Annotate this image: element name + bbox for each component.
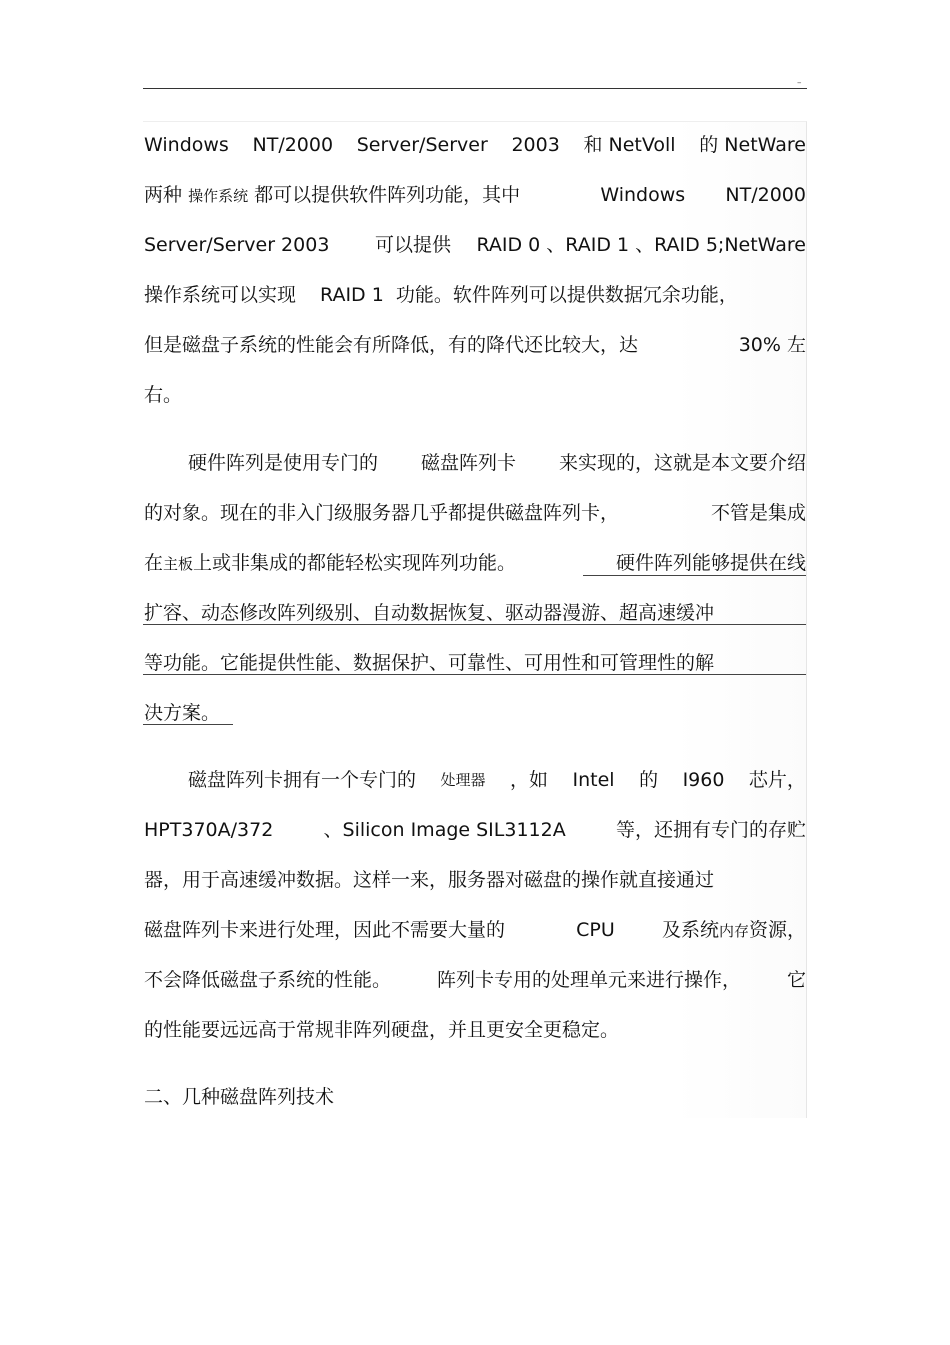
p2-line6 (144, 699, 806, 727)
section-heading-text: 二、几种磁盘阵列技术 (144, 1086, 335, 1108)
text-segment: RAID 1 (320, 284, 384, 306)
underlined-text: 硬件阵列能够提供在线 (615, 552, 806, 574)
text-segment: 不管是集成 (710, 502, 806, 524)
text-segment: 器，用于高速缓冲数据。这样一来，服务器对磁盘的操作就直接通过 (144, 869, 715, 891)
text-segment: Intel (572, 769, 615, 791)
link-processor[interactable]: 处理器 (440, 771, 486, 789)
text-segment: Windows (600, 184, 686, 206)
p1-line6 (144, 381, 806, 409)
text-segment: 芯片， (748, 769, 806, 791)
text-segment: ，如 (510, 769, 549, 791)
text-segment: CPU (576, 919, 615, 941)
section-heading (144, 1083, 806, 1111)
text-segment (662, 916, 806, 945)
p1-line5 (144, 331, 806, 359)
link-raid-card[interactable]: 磁盘阵列卡 (420, 452, 516, 474)
text-segment (144, 181, 520, 210)
text-segment: 操作系统可以实现 (144, 284, 297, 306)
p3-line4 (144, 916, 806, 944)
p2-line5 (144, 649, 806, 677)
p2-line1 (188, 449, 806, 477)
p1-line1 (144, 131, 806, 159)
text-segment: RAID 0 、RAID 1 、RAID 5;NetWare (476, 234, 806, 256)
text-segment: NT/2000 (725, 184, 806, 206)
text-segment: 但是磁盘子系统的性能会有所降低，有的降代还比较大，达 (144, 334, 639, 356)
text-segment: Server/Server 2003 (144, 234, 330, 256)
underline (583, 575, 806, 576)
text-segment: 不会降低磁盘子系统的性能。 (144, 969, 392, 991)
p1-line3 (144, 231, 806, 259)
text-segment: Server/Server (356, 134, 488, 156)
text-segment: 的 (639, 769, 659, 791)
p1-line2 (144, 181, 806, 209)
link-motherboard[interactable]: 主板 (163, 554, 194, 573)
link-operating-system[interactable]: 操作系统 (188, 186, 249, 205)
header-rule (143, 88, 807, 89)
underline (143, 724, 233, 725)
p3-line6 (144, 1016, 806, 1044)
text-segment: 阵列卡专用的处理单元来进行操作， (436, 969, 741, 991)
text-segment (144, 549, 516, 578)
p1-line4 (144, 281, 806, 309)
header-mark: – (797, 78, 802, 88)
link-memory[interactable]: 内存 (718, 921, 749, 940)
p2-line2 (144, 499, 806, 527)
p3-line5 (144, 966, 806, 994)
p3-line2 (144, 816, 806, 844)
text-run: 资源， (748, 918, 806, 941)
text-run: 都可以提供软件阵列功能，其中 (254, 183, 521, 206)
underlined-text: 等功能。它能提供性能、数据保护、可靠性、可用性和可管理性的解 (144, 652, 715, 674)
underlined-text: 扩容、动态修改阵列级别、自动数据恢复、驱动器漫游、超高速缓冲 (144, 602, 715, 624)
text-segment: 右。 (144, 384, 183, 406)
text-segment: 的对象。现在的非入门级服务器几乎都提供磁盘阵列卡， (144, 502, 620, 524)
text-segment: 的性能要远远高于常规非阵列硬盘，并且更安全更稳定。 (144, 1019, 620, 1041)
text-segment: 的 NetWare (699, 134, 806, 156)
text-segment: 功能。软件阵列可以提供数据冗余功能， (395, 284, 738, 306)
text-segment: 30% 左 (738, 334, 806, 356)
text-segment: 等，还拥有专门的存贮 (615, 819, 806, 841)
p2-line3 (144, 549, 806, 577)
text-segment: NT/2000 (252, 134, 334, 156)
underline (143, 624, 806, 625)
p3-line1 (188, 766, 806, 794)
underlined-text: 决方案。 (144, 702, 221, 724)
text-run: 在 (144, 551, 164, 574)
text-segment: 磁盘阵列卡拥有一个专门的 (188, 769, 417, 791)
text-segment: 和 NetVoll (583, 134, 676, 156)
p3-line3 (144, 866, 806, 894)
text-segment: 它 (786, 969, 806, 991)
text-run: 上或非集成的都能轻松实现阵列功能。 (193, 551, 517, 574)
text-segment: 硬件阵列是使用专门的 (188, 452, 379, 474)
text-segment: 磁盘阵列卡来进行处理，因此不需要大量的 (144, 919, 506, 941)
text-segment: 、Silicon Image SIL3112A (323, 819, 566, 841)
text-segment: 来实现的，这就是本文要介绍 (558, 452, 806, 474)
text-run: 两种 (144, 183, 183, 206)
text-segment: 可以提供 (374, 234, 451, 256)
underline (143, 674, 806, 675)
text-segment: 2003 (511, 134, 560, 156)
text-run: 及系统 (661, 918, 719, 941)
text-segment: I960 (682, 769, 725, 791)
p2-line4 (144, 599, 806, 627)
text-segment: HPT370A/372 (144, 819, 274, 841)
text-segment: Windows (144, 134, 229, 156)
